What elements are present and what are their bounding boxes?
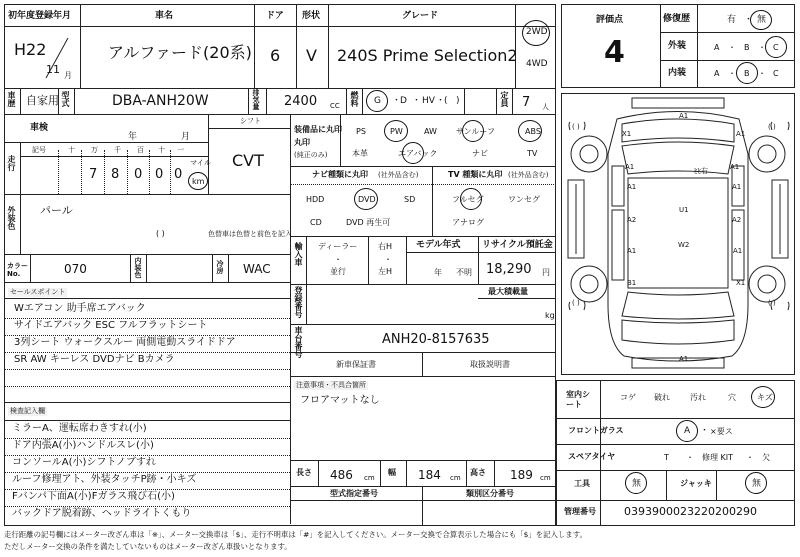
- spare-missing: 欠: [762, 453, 770, 462]
- navi-dvd-circle: [354, 188, 378, 210]
- inspect-line-5: Fバンパ下面A(小)Fガラス飛び石(小): [12, 491, 175, 502]
- warranty-label: 新車保証書: [336, 360, 376, 369]
- ext-dot1: ・: [728, 43, 736, 52]
- first-reg-month-unit: 月: [64, 71, 72, 80]
- import-dealer: ディーラー: [318, 242, 358, 251]
- footer-note-2: ただしメーター交換の条件を満たしていないものはメーター改ざん車扱いとなります。: [4, 542, 292, 551]
- car-damage-diagram: [562, 94, 794, 374]
- tv-fullseg: フルセグ: [452, 195, 484, 204]
- dmg-a1-l4: A1: [627, 247, 637, 255]
- mileage-header: 走行: [7, 155, 16, 171]
- model-year-header: モデル年式: [416, 240, 461, 250]
- color-header: 外装色: [7, 206, 16, 230]
- ext-dot2: ・: [758, 43, 766, 52]
- inspection-header: 車検: [30, 123, 49, 133]
- spare-dot2: ・: [746, 453, 754, 462]
- color-paren: ( ): [156, 229, 165, 238]
- tools-value: 無: [632, 479, 642, 489]
- grade-value: 240S Prime Selection2: [337, 46, 518, 65]
- equip-navi: ナビ: [472, 149, 488, 158]
- sales-line-3: 3列シート ウォークスルー 両側電動スライドドア: [14, 337, 236, 348]
- import-parallel: 並行: [330, 267, 346, 276]
- length-value: 486: [330, 468, 353, 482]
- equip-sub: (純正のみ): [294, 151, 328, 159]
- tv-fullseg-circle: [460, 188, 482, 210]
- equip-header: 装備品に丸印: [294, 125, 342, 134]
- capacity-unit: 人: [542, 103, 549, 111]
- mileage-digit-4: 0: [155, 167, 164, 182]
- model-year-unknown: 不明: [456, 268, 472, 277]
- dmg-hissu: ﾋﾋ右: [694, 167, 708, 175]
- mile-label: マイル: [190, 159, 211, 167]
- equip-pw-circle: [384, 120, 408, 142]
- int-c: C: [773, 69, 779, 78]
- notes-header: 注意事項・不具合箇所: [296, 381, 366, 389]
- navi-hdd: HDD: [306, 195, 325, 204]
- mileage-head-man: 万: [91, 146, 98, 154]
- navi-dvd-play: DVD 再生可: [346, 218, 391, 227]
- color-no-value: 070: [64, 262, 87, 276]
- mgmt-header: 管理番号: [564, 507, 596, 516]
- repair-no-circle: [750, 10, 772, 30]
- tv-analog: アナログ: [452, 218, 484, 227]
- spare-kit: 修理 KIT: [702, 453, 734, 462]
- navi-cd: CD: [310, 218, 322, 227]
- displacement-header: 排気量: [252, 89, 260, 110]
- use-value: 自家用: [26, 94, 59, 107]
- first-reg-year: H22: [14, 40, 47, 59]
- chassis-header: 車台番号: [294, 326, 303, 358]
- spare-header: スペアタイヤ: [568, 452, 616, 461]
- category-header: 類別区分番号: [466, 489, 514, 498]
- mileage-head-hyaku: 百: [137, 146, 144, 154]
- dmg-paren-bl: ( ): [572, 299, 580, 307]
- insp-month-label: 月: [181, 132, 191, 142]
- spare-t: T: [664, 453, 669, 462]
- insp-year-label: 年: [128, 132, 138, 142]
- mileage-digit-3: 0: [134, 167, 143, 182]
- inspect-line-3: コンソールA(小)シフトノブすれ: [12, 457, 156, 468]
- height-header: 高さ: [470, 468, 486, 477]
- equip-pw: PW: [390, 127, 403, 136]
- int-a: A: [714, 69, 720, 78]
- dmg-a2-r: A2: [732, 216, 742, 224]
- mileage-digit-2: 8: [111, 167, 120, 182]
- navi-type-header: ナビ種類に丸印: [312, 170, 368, 179]
- body-header: 形状: [302, 11, 321, 21]
- dmg-a1-r3: A1: [732, 183, 742, 191]
- door-count: 6: [270, 46, 281, 65]
- chassis-value: ANH20-8157635: [382, 332, 490, 347]
- shift-value: CVT: [232, 151, 264, 170]
- equip-mark: 丸印: [294, 138, 310, 147]
- sales-point-header: セールスポイント: [10, 288, 66, 296]
- equip-abs: ABS: [525, 127, 541, 136]
- recycle-header: リサイクル預託金: [482, 240, 553, 250]
- navi-sd: SD: [404, 195, 416, 204]
- dmg-paren-tl: ( ): [572, 123, 580, 131]
- width-unit: cm: [450, 474, 461, 482]
- equip-aw: AW: [424, 127, 437, 136]
- first-reg-month: 11: [46, 63, 60, 76]
- sales-line-4: SR AW キーレス DVDナビ Bカメラ: [14, 354, 175, 365]
- seat-tear: 破れ: [654, 393, 670, 402]
- ac-header: 冷房: [216, 260, 224, 274]
- reg-no-header: 登録番号: [294, 286, 303, 318]
- body-type: V: [306, 46, 317, 65]
- mileage-digit-5: 0: [174, 167, 183, 182]
- tv-oneseg: ワンセグ: [508, 195, 540, 204]
- interior-header: 内装: [668, 68, 687, 78]
- model-header: 型式: [61, 91, 70, 107]
- color-value: パール: [40, 204, 73, 217]
- use-header: 車歴: [7, 91, 16, 107]
- max-load-header: 最大積載量: [488, 287, 528, 296]
- dmg-b1: B1: [627, 279, 637, 287]
- seat-hole: 穴: [728, 393, 736, 402]
- dmg-paren-br: ( ): [768, 299, 776, 307]
- tv-type-sub: (社外品含む): [508, 171, 549, 179]
- capacity-header: 定員: [500, 91, 509, 107]
- int-dot2: ・: [758, 69, 766, 78]
- inspect-line-4: ルーフ修理アト、外装タッチP跡・小キズ: [12, 474, 197, 485]
- ext-c: C: [773, 43, 779, 52]
- mileage-head-sym: 記号: [32, 146, 46, 154]
- repair-yes: 有: [727, 15, 737, 25]
- fuel-dot3: ・: [436, 96, 446, 106]
- first-reg-header: 初年度登録年月: [8, 11, 72, 21]
- int-b: B: [744, 69, 750, 78]
- drive-2wd: 2WD: [526, 27, 548, 37]
- designation-header: 型式指定番号: [330, 489, 378, 498]
- ac-value: WAC: [243, 262, 271, 276]
- equip-sunroof-circle: [462, 120, 484, 142]
- spare-dot1: ・: [686, 453, 694, 462]
- mgmt-value: 0393900023220200290: [624, 505, 757, 518]
- dmg-paren-tr: ( ): [768, 123, 776, 131]
- navi-type-sub: (社外品含む): [378, 171, 419, 179]
- dmg-x1-left: X1: [622, 130, 632, 138]
- car-name-header: 車名: [155, 11, 174, 21]
- windshield-repair: ×要ス: [710, 427, 733, 436]
- width-value: 184: [418, 468, 441, 482]
- ext-b: B: [744, 43, 750, 52]
- jack-header: ジャッキ: [680, 479, 712, 488]
- inspector-header: 検査記入欄: [10, 407, 45, 415]
- dmg-w2: W2: [678, 241, 690, 249]
- ext-a: A: [714, 43, 720, 52]
- hand-left: 左H: [378, 267, 393, 276]
- windshield-dot: ・: [700, 426, 710, 436]
- windshield-a: A: [684, 426, 691, 436]
- seat-burn: コゲ: [620, 393, 636, 402]
- fuel-g: G: [374, 96, 381, 106]
- drive-4wd: 4WD: [526, 59, 548, 69]
- km-label: km: [192, 177, 205, 186]
- cc-unit: CC: [330, 102, 340, 110]
- equip-abs-circle: [518, 120, 542, 142]
- repair-header: 修復歴: [663, 14, 691, 24]
- fuel-dot1: ・: [392, 96, 402, 106]
- fuel-d: D: [400, 96, 407, 106]
- color-no-header: カラーNo.: [7, 262, 28, 278]
- windshield-header: フロントガラス: [568, 426, 624, 435]
- score-header: 評価点: [596, 15, 624, 25]
- exterior-header: 外装: [668, 41, 687, 51]
- dmg-a1-r4: A1: [733, 247, 743, 255]
- width-header: 幅: [388, 468, 396, 477]
- displacement-value: 2400: [284, 94, 318, 109]
- equip-tv: TV: [527, 149, 538, 158]
- jack-value: 無: [752, 479, 762, 489]
- fuel-header: 燃料: [350, 91, 359, 107]
- equip-airbag: エアバック: [398, 149, 438, 158]
- repair-dot: ・: [744, 15, 754, 25]
- tools-header: 工具: [574, 479, 590, 488]
- shift-header: シフト: [240, 117, 261, 125]
- dmg-a1-r2: A1: [730, 163, 740, 171]
- dmg-x1-right: X1: [736, 279, 746, 287]
- length-header: 長さ: [296, 468, 312, 477]
- int-color-header: 内装色: [134, 257, 142, 278]
- equip-leather: 本革: [352, 149, 368, 158]
- hand-dot: ・: [384, 255, 392, 264]
- seat-scratch: キズ: [757, 393, 773, 402]
- navi-dvd: DVD: [358, 195, 376, 204]
- color-note: 色替車は色替と前色を記入: [208, 230, 292, 238]
- grade-header: グレード: [402, 11, 439, 21]
- inspect-line-6: バックドア脱着跡、ヘッドライトくもり: [12, 508, 192, 519]
- capacity-value: 7: [522, 95, 531, 110]
- inspect-line-1: ミラーA、運転席わきすれ(小): [12, 423, 147, 434]
- car-name: アルファード(20系): [108, 43, 252, 62]
- jack-circle: [745, 472, 767, 494]
- fuel-dot2: ・: [412, 96, 422, 106]
- seat-header: 室内シート: [566, 390, 590, 409]
- dmg-a2-l: A2: [627, 216, 637, 224]
- tools-circle: [625, 472, 647, 494]
- mileage-digit-1: 7: [89, 167, 98, 182]
- manual-label: 取扱説明書: [470, 360, 510, 369]
- mileage-head-10man: 十: [68, 146, 75, 154]
- int-b-circle: [736, 62, 758, 84]
- dmg-a1-top: A1: [679, 112, 689, 120]
- repair-no: 無: [757, 15, 767, 25]
- dmg-u1: U1: [679, 206, 689, 214]
- notes-text: フロアマットなし: [300, 395, 380, 406]
- mileage-head-juu: 十: [158, 146, 165, 154]
- score-value: 4: [604, 35, 625, 70]
- footer-note-1: 走行距離の記号欄にはメーター改ざん車は「※」、メーター交換車は「$」、走行不明車は「#」を記入してください。メーター交換で合算表示した場合にも「$」を記入します。: [4, 530, 587, 539]
- length-unit: cm: [364, 474, 375, 482]
- tv-type-header: TV 種類に丸印: [448, 170, 503, 179]
- hand-right: 右H: [378, 242, 393, 251]
- seat-scratch-circle: [751, 386, 775, 408]
- sales-line-1: Wエアコン 助手席エアバック: [14, 303, 146, 314]
- height-unit: cm: [540, 474, 551, 482]
- import-header: 輸入車: [294, 242, 303, 266]
- dmg-a1-right: A1: [736, 130, 746, 138]
- equip-airbag-circle: [402, 142, 424, 164]
- dmg-a1-left2: A1: [625, 163, 635, 171]
- inspect-line-2: ドア内張A(小)ハンドルスレ(小): [12, 440, 154, 451]
- mileage-head-sen: 千: [114, 146, 121, 154]
- windshield-a-circle: [676, 420, 698, 442]
- recycle-value: 18,290: [486, 262, 532, 277]
- int-dot1: ・: [728, 69, 736, 78]
- height-value: 189: [510, 468, 533, 482]
- model-value: DBA-ANH20W: [112, 93, 209, 109]
- fuel-paren-open: (: [444, 96, 448, 106]
- dmg-a1-l3: A1: [627, 183, 637, 191]
- ext-c-circle: [765, 36, 787, 58]
- door-header: ドア: [266, 11, 284, 21]
- fuel-g-circle: [366, 90, 388, 112]
- equip-sunroof: サンルーフ: [456, 127, 495, 136]
- fuel-paren-close: ): [456, 96, 460, 106]
- equip-ps: PS: [356, 127, 366, 136]
- model-year-label: 年: [434, 268, 442, 277]
- mileage-head-ichi: 一: [177, 146, 184, 154]
- seat-stain: 汚れ: [690, 393, 706, 402]
- dmg-a1-bottom: A1: [679, 355, 689, 363]
- import-dot: ・: [334, 255, 342, 264]
- fuel-hv: HV: [422, 96, 435, 106]
- kg-unit: kg: [545, 311, 555, 320]
- recycle-unit: 円: [542, 268, 550, 277]
- km-circle: [188, 172, 208, 190]
- sales-line-2: サイドエアバック ESC フルフラットシート: [14, 320, 208, 331]
